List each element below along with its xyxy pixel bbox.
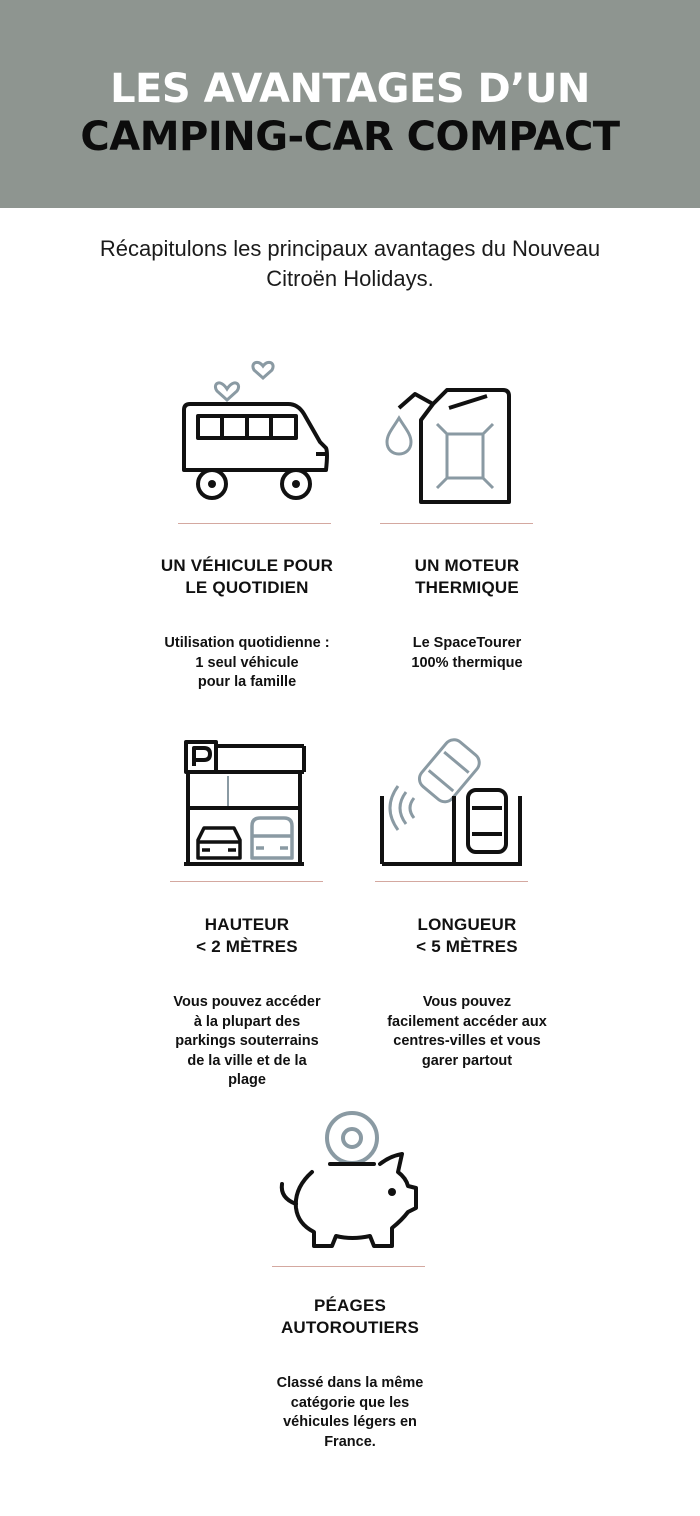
parking-height-icon [180,736,315,868]
feature-description [360,634,574,673]
feature-title [360,555,574,599]
desc-line: véhicules légers en [283,1414,417,1430]
feature-title-line: UN MOTEUR [414,556,520,575]
feature-description [360,993,574,1071]
desc-line: 1 seul véhicule [195,654,299,671]
van-hearts-icon [170,358,340,508]
desc-line: de la ville et de la [187,1052,307,1069]
desc-line: France. [324,1433,376,1450]
divider [272,1266,425,1267]
desc-line: plage [228,1072,266,1088]
feature-title-line: < 2 MÈTRES [196,937,298,956]
header-banner [0,0,700,208]
feature-title [243,1295,457,1339]
desc-line: catégorie que les [290,1394,410,1411]
feature-title-line: LE QUOTIDIEN [185,578,309,597]
desc-line: Vous pouvez [422,994,512,1010]
divider [375,881,528,882]
feature-title-line: PÉAGES [313,1296,387,1315]
desc-line: Classé dans la même [276,1375,424,1391]
feature-description [140,634,354,693]
desc-line: Vous pouvez accéder [173,994,321,1010]
feature-title-line: AUTOROUTIERS [280,1318,420,1337]
feature-title-line: < 5 MÈTRES [416,937,518,956]
divider [178,523,331,524]
feature-title-line: UN VÉHICULE POUR [160,556,334,575]
divider [170,881,323,882]
desc-line: Utilisation quotidienne : [164,635,330,651]
desc-line: parkings souterrains [175,1033,319,1049]
feature-title [140,914,354,958]
desc-line: 100% thermique [411,654,523,671]
feature-title-line: HAUTEUR [204,915,290,934]
piggy-bank-icon [274,1108,424,1254]
intro-text [40,234,660,294]
feature-title [360,914,574,958]
desc-line: facilement accéder aux [387,1013,547,1030]
desc-line: Le SpaceTourer [412,635,522,651]
feature-title-line: THERMIQUE [415,578,519,597]
feature-title-line: LONGUEUR [417,915,517,934]
desc-line: garer partout [421,1052,513,1069]
desc-line: pour la famille [197,674,297,690]
parking-sensor-icon [378,732,528,868]
desc-line: à la plupart des [193,1013,301,1030]
intro-line-1: Récapitulons les principaux avantages du Nouveau [99,236,601,261]
title-line-1: LES AVANTAGES D’UN [110,66,590,112]
feature-description [243,1374,457,1452]
intro-line-2: Citroën Holidays. [266,266,434,291]
desc-line: centres-villes et vous [393,1033,541,1049]
title-line-2: CAMPING-CAR COMPACT [80,114,620,160]
feature-title [140,555,354,599]
divider [380,523,533,524]
feature-description [140,993,354,1091]
fuel-can-icon [385,380,520,510]
